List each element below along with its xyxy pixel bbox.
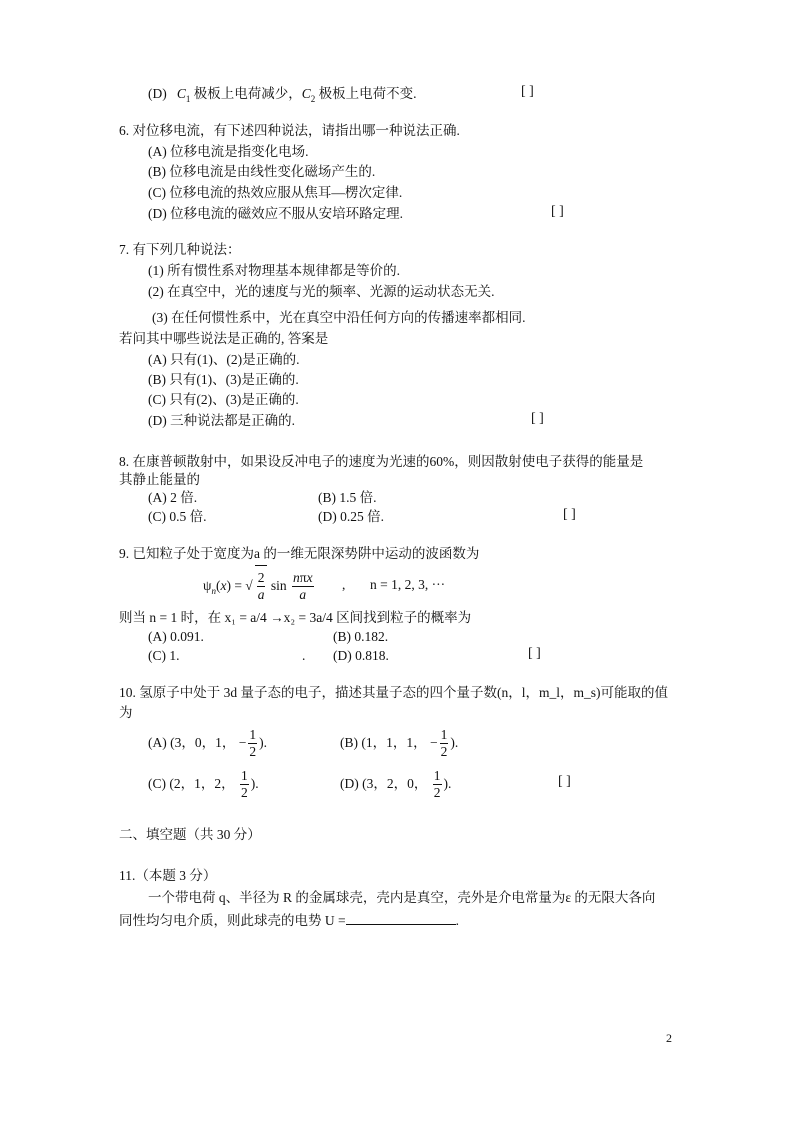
q8-option: (B) 1.5 倍.	[318, 490, 377, 505]
q5-option-d: (D) $C_1$ 极板上电荷减少，$C_2$ 极板上电荷不变.	[148, 86, 417, 104]
answer-bracket: [ ]	[528, 646, 541, 661]
q9-option: (A) 0.091.	[148, 629, 204, 644]
q11-text: 一个带电荷 q、半径为 R 的金属球壳，壳内是真空，壳外是介电常量为ε 的无限大各向	[148, 890, 656, 905]
q10-option: (B) (1，1，1， − $\frac{1}{2}$ ).	[340, 727, 459, 760]
q8-stem: 8. 在康普顿散射中，如果设反冲电子的速度为光速的60%，则因散射使电子获得的能量是	[119, 454, 644, 469]
q6-option: (C) 位移电流的热效应服从焦耳—楞次定律.	[148, 185, 403, 200]
q8-option: (A) 2 倍.	[148, 490, 198, 505]
answer-bracket: [ ]	[531, 411, 544, 426]
q10-stem: 为	[119, 705, 133, 720]
q8-option: (D) 0.25 倍.	[318, 509, 384, 524]
q7-option: (B) 只有(1)、(3)是正确的.	[148, 372, 299, 387]
q9-stem: 9. 已知粒子处于宽度为a 的一维无限深势阱中运动的波函数为	[119, 546, 480, 561]
page-number: 2	[666, 1031, 672, 1045]
q8-option: (C) 0.5 倍.	[148, 509, 207, 524]
q7-option: (D) 三种说法都是正确的.	[148, 413, 295, 428]
q9-n-values: n = 1, 2, 3, ···	[370, 577, 446, 592]
q10-stem: 10. 氢原子中处于 3d 量子态的电子，描述其量子态的四个量子数(n，l，m_l，m_s)可能取的值	[119, 685, 668, 700]
answer-blank[interactable]	[346, 912, 456, 925]
stray-dot: .	[302, 648, 306, 663]
q10-option: (D) (3，2，0， $\frac{1}{2}$ ).	[340, 768, 452, 801]
q7-stem: 7. 有下列几种说法：	[119, 242, 241, 257]
section-heading: 二、填空题（共 30 分）	[119, 827, 261, 842]
answer-bracket: [ ]	[551, 204, 564, 219]
q9-option: (D) 0.818.	[333, 648, 389, 663]
q10-option: (C) (2，1，2， $\frac{1}{2}$ ).	[148, 768, 259, 801]
q7-option: (C) 只有(2)、(3)是正确的.	[148, 392, 299, 407]
q7-statement: (1) 所有惯性系对物理基本规律都是等价的.	[148, 263, 400, 278]
q6-option: (B) 位移电流是由线性变化磁场产生的.	[148, 164, 376, 179]
q10-option: (A) (3，0，1， − $\frac{1}{2}$ ).	[148, 727, 267, 760]
q9-formula: $\psi_n(x)$ = √ $\frac{2}{a}$ sin $\frac{\text{nπx}}{a}$	[203, 565, 316, 611]
answer-bracket: [ ]	[563, 507, 576, 522]
q7-statement: (3) 在任何惯性系中，光在真空中沿任何方向的传播速率都相同.	[152, 310, 526, 325]
q8-stem: 其静止能量的	[119, 472, 200, 487]
answer-bracket: [ ]	[558, 774, 571, 789]
q7-option: (A) 只有(1)、(2)是正确的.	[148, 352, 300, 367]
q7-statement: (2) 在真空中，光的速度与光的频率、光源的运动状态无关.	[148, 284, 495, 299]
answer-bracket: [ ]	[521, 84, 534, 99]
q7-question: 若问其中哪些说法是正确的, 答案是	[119, 331, 329, 346]
q9-question: 则当 n = 1 时，在 x₁ = a/4 →x₂ = 3a/4 区间找到粒子的概率为	[119, 610, 472, 625]
q11-text: 同性均匀电介质，则此球壳的电势 U = .	[119, 913, 459, 928]
q6-option: (A) 位移电流是指变化电场.	[148, 144, 309, 159]
q9-option: (B) 0.182.	[333, 629, 389, 644]
q9-option: (C) 1.	[148, 648, 180, 663]
q6-option: (D) 位移电流的磁效应不服从安培环路定理.	[148, 206, 403, 221]
q9-comma: ,	[342, 577, 346, 592]
q11-header: 11.（本题 3 分）	[119, 868, 217, 883]
q6-stem: 6. 对位移电流，有下述四种说法，请指出哪一种说法正确.	[119, 123, 460, 138]
